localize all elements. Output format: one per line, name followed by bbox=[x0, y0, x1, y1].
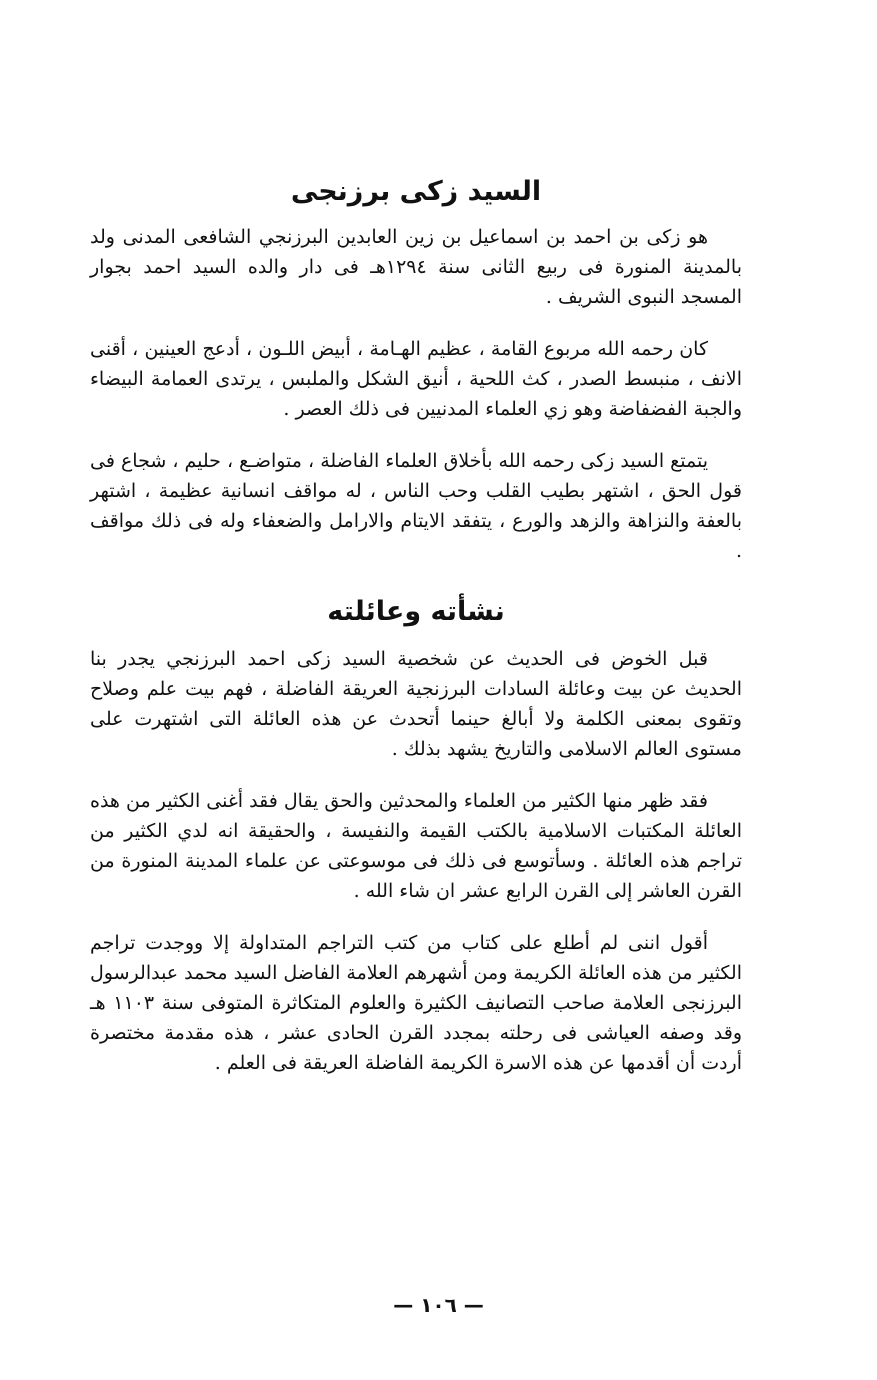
article-body bbox=[90, 172, 742, 1078]
intro-paragraph-birth: هو زكى بن احمد بن اسماعيل بن زين العابدين البرزنجي الشافعى المدنى ولد بالمدينة المنورة فى ربيع الثانى سنة ١٢٩٤هـ فى دار والده السيد احمد بجوار المسجد النبوى الشريف . bbox=[90, 226, 742, 308]
section-title: نشأته وعائلته bbox=[327, 596, 505, 627]
section-paragraph-scholars: فقد ظهر منها الكثير من العلماء والمحدثين والحق يقال فقد أغنى الكثير من هذه العائلة المكتبات الاسلامية بالكتب القيمة والنفيسة ، والحقيقة انه لدي الكثير من تراجم هذه العائلة . وسأتوسع فى ذلك فى موسوعتى عن علماء المدينة المنورة من القرن العاشر إلى القرن الرابع عشر ان شاء الله . bbox=[90, 790, 742, 902]
intro-paragraph-character: يتمتع السيد زكى رحمه الله بأخلاق العلماء الفاضلة ، متواضـع ، حليم ، شجاع فى قول الحق ، اشتهر بطيب القلب وحب الناس ، له مواقف انسانية عظيمة ، اشتهر بالعفة والنزاهة والزهد والورع ، يتفقد الايتام والارامل والضعفاء وله فى ذلك مواقف . bbox=[90, 450, 742, 562]
intro-paragraph-appearance: كان رحمه الله مربوع القامة ، عظيم الهـامة ، أبيض اللـون ، أدعج العينين ، أقنى الانف ، منبسط الصدر ، كث اللحية ، أنيق الشكل والملبس ، يرتدى العمامة البيضاء والجبة الفضفاضة وهو زي العلماء المدنيين فى ذلك العصر . bbox=[90, 338, 742, 420]
article-title: السيد زكى برزنجى bbox=[290, 176, 542, 207]
page-number: — ١٠٦ — bbox=[393, 1293, 484, 1317]
section-paragraph-family: قبل الخوض فى الحديث عن شخصية السيد زكى احمد البرزنجي يجدر بنا الحديث عن بيت وعائلة السادات البرزنجية العريقة الفاضلة ، فهم بيت علم وصلاح وتقوى بمعنى الكلمة ولا أبالغ حينما أتحدث عن هذه العائلة التى اشتهرت على مستوى العالم الاسلامى والتاريخ يشهد بذلك . bbox=[90, 648, 742, 760]
section-paragraph-biographies: أقول اننى لم أطلع على كتاب من كتب التراجم المتداولة إلا ووجدت تراجم الكثير من هذه العائلة الكريمة ومن أشهرهم العلامة الفاضل السيد محمد عبدالرسول البرزنجى العلامة صاحب التصانيف الكثيرة والعلوم المتكاثرة المتوفى سنة ١١٠٣ هـ وقد وصفه العياشى فى رحلته بمجدد القرن الحادى عشر ، هذه مقدمة مختصرة أردت أن أقدمها عن هذه الاسرة الكريمة الفاضلة العريقة فى العلم . bbox=[90, 932, 742, 1074]
